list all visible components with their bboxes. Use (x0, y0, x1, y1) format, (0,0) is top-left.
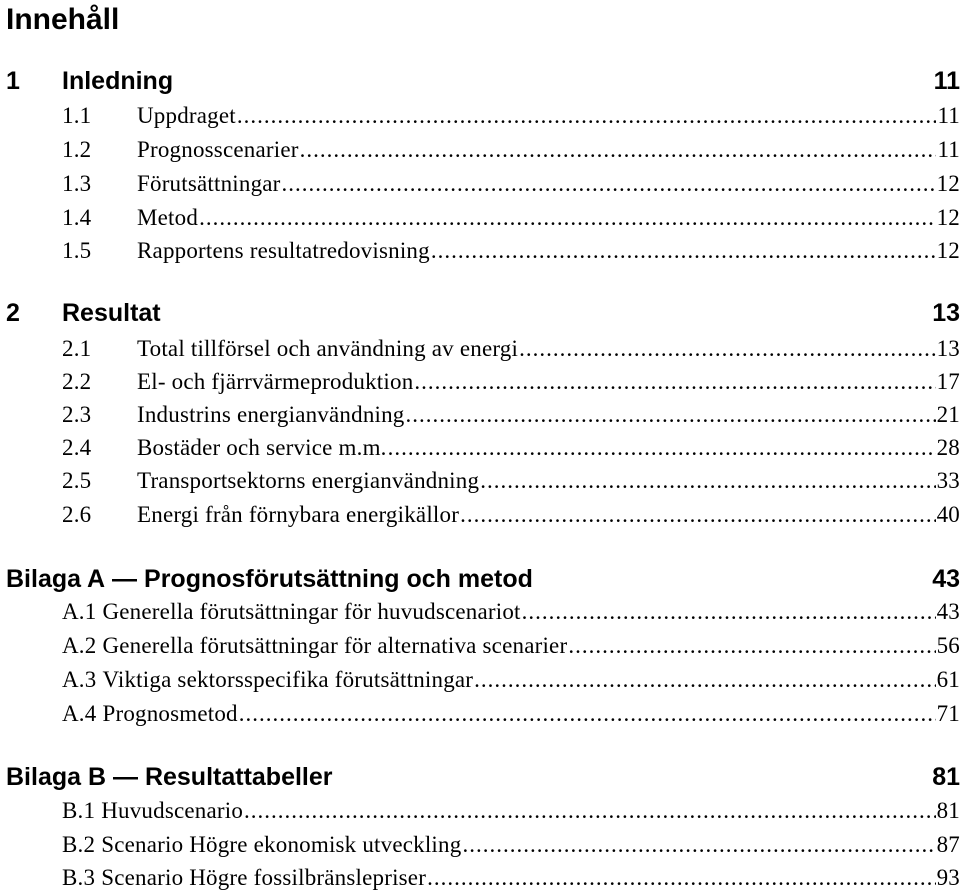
entry-number: B.1 (62, 798, 96, 823)
toc-entry[interactable] (62, 597, 960, 627)
em-dash: — (105, 565, 145, 593)
entry-number: A.1 (62, 599, 97, 624)
leader-dots (199, 203, 936, 233)
leader-dots (460, 500, 936, 530)
entry-number: 1.2 (62, 137, 92, 162)
entry-number: 2.5 (62, 468, 92, 493)
chapter-number: Bilaga A (6, 565, 106, 593)
entry-number: 1.3 (62, 171, 92, 196)
entry-page: 40 (936, 502, 960, 527)
entry-page: 93 (936, 865, 960, 890)
toc-entry[interactable] (62, 400, 960, 430)
leader-dots (519, 334, 936, 364)
entry-title: Uppdraget (137, 103, 236, 128)
entry-title: Prognosmetod (102, 701, 238, 726)
entry-title: Huvudscenario (101, 798, 244, 823)
toc-entry[interactable] (62, 631, 960, 661)
leader-dots (474, 665, 935, 695)
chapter-title: Inledning (62, 67, 174, 95)
entry-number: A.4 (62, 701, 97, 726)
leader-dots (388, 433, 936, 463)
entry-title: Viktiga sektorsspecifika förutsättningar (102, 667, 474, 692)
entry-page: 12 (936, 205, 960, 230)
page-title: Innehåll (6, 3, 120, 36)
leader-dots (406, 400, 936, 430)
toc-entry[interactable] (62, 466, 960, 496)
toc-chapter-1[interactable] (6, 66, 960, 96)
chapter-number: Bilaga B (6, 763, 107, 791)
toc-entry[interactable] (62, 236, 960, 266)
toc-entry[interactable] (62, 863, 960, 893)
toc-entry[interactable] (62, 169, 960, 199)
toc-entry[interactable] (62, 367, 960, 397)
entry-number: 1.1 (62, 103, 92, 128)
toc-appendix-a[interactable] (6, 564, 960, 594)
entry-title: Scenario Högre ekonomisk utveckling (101, 832, 462, 857)
toc-entry[interactable] (62, 135, 960, 165)
entry-number: 1.5 (62, 238, 92, 263)
toc-entry[interactable] (62, 665, 960, 695)
entry-page: 11 (937, 137, 960, 162)
leader-dots (244, 796, 936, 826)
toc-entry[interactable] (62, 101, 960, 131)
chapter-number: 2 (6, 299, 20, 327)
toc-entry[interactable] (62, 203, 960, 233)
entry-number: A.3 (62, 667, 97, 692)
entry-page: 81 (936, 798, 960, 823)
leader-dots (480, 466, 935, 496)
entry-title: Transportsektorns energianvändning (137, 468, 480, 493)
entry-page: 43 (936, 599, 960, 624)
entry-title: Bostäder och service m.m. (137, 435, 387, 460)
entry-number: 2.6 (62, 502, 92, 527)
toc-appendix-b[interactable] (6, 762, 960, 792)
entry-title: Rapportens resultatredovisning (137, 238, 430, 263)
entry-title: Generella förutsättningar för huvudscenariot (102, 599, 521, 624)
entry-number: 2.2 (62, 369, 92, 394)
entry-number: 2.3 (62, 402, 92, 427)
entry-page: 11 (937, 103, 960, 128)
entry-number: B.3 (62, 865, 96, 890)
toc-entry[interactable] (62, 500, 960, 530)
entry-page: 12 (936, 238, 960, 263)
toc-entry[interactable] (62, 433, 960, 463)
entry-page: 87 (936, 832, 960, 857)
entry-number: 2.4 (62, 435, 92, 460)
toc-entry[interactable] (62, 699, 960, 729)
leader-dots (414, 367, 935, 397)
chapter-title: Resultat (62, 299, 161, 327)
entry-number: B.2 (62, 832, 96, 857)
entry-page: 71 (936, 701, 960, 726)
entry-page: 56 (936, 633, 960, 658)
chapter-number: 1 (6, 67, 20, 95)
toc-entry[interactable] (62, 830, 960, 860)
entry-title: Energi från förnybara energikällor (137, 502, 460, 527)
chapter-title: Resultattabeller (144, 763, 333, 791)
entry-page: 12 (936, 171, 960, 196)
em-dash: — (106, 763, 145, 791)
chapter-page: 11 (933, 67, 960, 95)
entry-title: Scenario Högre fossilbränslepriser (101, 865, 427, 890)
entry-title: Industrins energianvändning (137, 402, 405, 427)
entry-number: A.2 (62, 633, 97, 658)
entry-page: 21 (936, 402, 960, 427)
entry-page: 13 (936, 336, 960, 361)
leader-dots (462, 830, 935, 860)
chapter-page: 81 (932, 763, 960, 791)
toc-entry[interactable] (62, 796, 960, 826)
leader-dots (427, 863, 936, 893)
leader-dots (568, 631, 935, 661)
leader-dots (431, 236, 936, 266)
leader-dots (282, 169, 936, 199)
leader-dots (300, 135, 937, 165)
entry-title: Prognosscenarier (137, 137, 299, 162)
leader-dots (239, 699, 936, 729)
entry-title: El- och fjärrvärmeproduktion (137, 369, 414, 394)
entry-page: 33 (936, 468, 960, 493)
entry-page: 61 (936, 667, 960, 692)
entry-number: 1.4 (62, 205, 92, 230)
entry-title: Metod (137, 205, 199, 230)
entry-title: Generella förutsättningar för alternativa scenarier (102, 633, 568, 658)
leader-dots (237, 101, 937, 131)
chapter-page: 13 (932, 299, 960, 327)
entry-page: 28 (936, 435, 960, 460)
toc-chapter-2[interactable] (6, 298, 960, 328)
leader-dots (522, 597, 936, 627)
toc-entry[interactable] (62, 334, 960, 364)
entry-title: Total tillförsel och användning av energi (137, 336, 519, 361)
chapter-page: 43 (932, 565, 960, 593)
entry-title: Förutsättningar (137, 171, 281, 196)
chapter-title: Prognosförutsättning och metod (144, 565, 533, 593)
entry-page: 17 (936, 369, 960, 394)
entry-number: 2.1 (62, 336, 92, 361)
